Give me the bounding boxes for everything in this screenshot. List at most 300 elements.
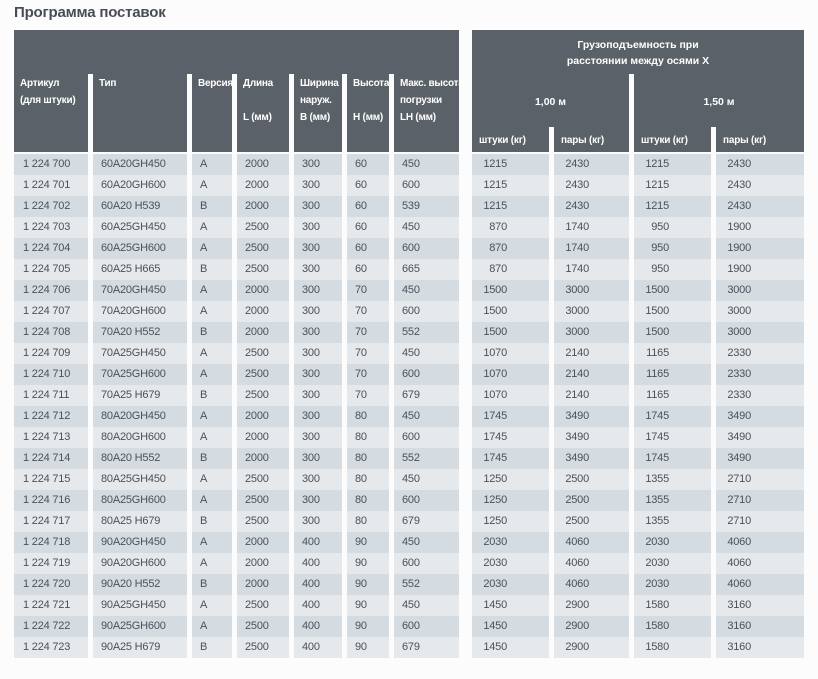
- load-value: 3000: [565, 326, 589, 338]
- load-value: 3160: [727, 599, 751, 611]
- load-value: 1215: [483, 200, 507, 212]
- load-value: 2900: [565, 641, 589, 653]
- load-value: 870: [489, 242, 507, 254]
- cell-tip: 80A20 H552: [93, 448, 187, 469]
- col-header-line: Макс. высота: [400, 78, 464, 89]
- load-value: 4060: [727, 557, 751, 569]
- cell-shtuki-1-00: [472, 490, 549, 511]
- cell-dlina: 2000: [237, 280, 289, 301]
- cell-shtuki-1-50: [634, 406, 711, 427]
- cell-shtuki-1-00: [472, 259, 549, 280]
- col-header-line: [99, 109, 187, 126]
- table-row: [14, 175, 804, 196]
- load-value: 1450: [483, 620, 507, 632]
- table-row: [14, 217, 804, 238]
- load-value: 1745: [645, 410, 669, 422]
- table-row: [14, 595, 804, 616]
- cell-maks-vysota: 450: [394, 280, 459, 301]
- load-value: 3000: [727, 284, 751, 296]
- cell-maks-vysota: 679: [394, 511, 459, 532]
- cell-dlina: 2500: [237, 637, 289, 658]
- table-row: [14, 343, 804, 364]
- cell-maks-vysota: 600: [394, 616, 459, 637]
- cell-versiya: A: [192, 406, 232, 427]
- cell-tip: 90A20GH450: [93, 532, 187, 553]
- load-value: 2430: [565, 158, 589, 170]
- cell-maks-vysota: 450: [394, 154, 459, 175]
- cell-maks-vysota: 450: [394, 217, 459, 238]
- table-row: [14, 154, 804, 175]
- cell-pary-1-50: [716, 469, 804, 490]
- cell-pary-1-50: [716, 427, 804, 448]
- table-header: [14, 30, 804, 152]
- cell-shtuki-1-50: [634, 196, 711, 217]
- table-header-left: [14, 30, 464, 152]
- cell-tip: 90A20 H552: [93, 574, 187, 595]
- load-value: 1215: [645, 179, 669, 191]
- cell-maks-vysota: 665: [394, 259, 459, 280]
- cell-shtuki-1-50: [634, 490, 711, 511]
- load-value: 3490: [727, 452, 751, 464]
- cell-versiya: A: [192, 616, 232, 637]
- cell-versiya: B: [192, 196, 232, 217]
- cell-shirina: 400: [294, 616, 342, 637]
- load-value: 1215: [483, 179, 507, 191]
- cell-pary-1-50: [716, 448, 804, 469]
- cell-artikul: 1 224 703: [14, 217, 88, 238]
- cell-shtuki-1-50: [634, 385, 711, 406]
- cell-shtuki-1-00: [472, 469, 549, 490]
- load-value: 3160: [727, 641, 751, 653]
- col-header-line: (для штуки): [20, 95, 76, 106]
- cell-shtuki-1-50: [634, 259, 711, 280]
- load-value: 2140: [565, 347, 589, 359]
- load-value: 4060: [727, 578, 751, 590]
- cell-shtuki-1-50: [634, 595, 711, 616]
- table-row: [14, 532, 804, 553]
- load-value: 3490: [565, 431, 589, 443]
- load-value: 1165: [646, 347, 669, 359]
- cell-tip: 80A20GH450: [93, 406, 187, 427]
- cell-versiya: A: [192, 595, 232, 616]
- load-value: 2430: [727, 179, 751, 191]
- load-value: 1745: [645, 452, 669, 464]
- cell-shirina: 300: [294, 469, 342, 490]
- cell-maks-vysota: 600: [394, 364, 459, 385]
- cell-dlina: 2500: [237, 511, 289, 532]
- load-value: 2030: [645, 578, 669, 590]
- cell-shtuki-1-00: [472, 175, 549, 196]
- cell-shtuki-1-50: [634, 217, 711, 238]
- group-header-line1: Грузоподъемность при: [577, 39, 699, 51]
- cell-pary-1-50: [716, 301, 804, 322]
- cell-dlina: 2000: [237, 532, 289, 553]
- cell-tip: 70A20GH450: [93, 280, 187, 301]
- cell-pary-1-50: [716, 637, 804, 658]
- cell-pary-1-00: [554, 616, 629, 637]
- cell-shirina: 300: [294, 448, 342, 469]
- cell-versiya: B: [192, 574, 232, 595]
- table-row: [14, 364, 804, 385]
- table-row: [14, 616, 804, 637]
- cell-artikul: 1 224 707: [14, 301, 88, 322]
- cell-tip: 80A25GH450: [93, 469, 187, 490]
- load-value: 870: [489, 221, 507, 233]
- table-row: [14, 511, 804, 532]
- cell-dlina: 2500: [237, 385, 289, 406]
- cell-tip: 70A25GH450: [93, 343, 187, 364]
- cell-tip: 70A20GH600: [93, 301, 187, 322]
- col-header-pary-1-50: пары (кг): [716, 30, 804, 152]
- cell-pary-1-50: [716, 490, 804, 511]
- cell-vysota: 90: [347, 574, 389, 595]
- cell-dlina: 2500: [237, 595, 289, 616]
- cell-versiya: A: [192, 553, 232, 574]
- cell-versiya: A: [192, 238, 232, 259]
- cell-dlina: 2000: [237, 574, 289, 595]
- cell-shtuki-1-50: [634, 427, 711, 448]
- cell-maks-vysota: 600: [394, 490, 459, 511]
- cell-pary-1-00: [554, 280, 629, 301]
- load-value: 1450: [483, 599, 507, 611]
- cell-pary-1-50: [716, 343, 804, 364]
- cell-shtuki-1-50: [634, 553, 711, 574]
- cell-maks-vysota: 552: [394, 322, 459, 343]
- table-row: [14, 553, 804, 574]
- cell-pary-1-00: [554, 301, 629, 322]
- col-header-line: B (мм): [300, 112, 330, 123]
- col-header-line: L (мм): [243, 112, 272, 123]
- cell-tip: 60A25 H665: [93, 259, 187, 280]
- load-value: 2710: [727, 515, 751, 527]
- load-value: 1500: [645, 326, 669, 338]
- cell-tip: 60A20GH450: [93, 154, 187, 175]
- table-row: [14, 406, 804, 427]
- cell-dlina: 2000: [237, 406, 289, 427]
- cell-pary-1-00: [554, 364, 629, 385]
- cell-shirina: 300: [294, 511, 342, 532]
- cell-shtuki-1-00: [472, 238, 549, 259]
- load-value: 2030: [483, 536, 507, 548]
- subgroup-header-1-50m: 1,50 м: [634, 74, 804, 127]
- col-header-shtuki-1-50: штуки (кг): [634, 30, 711, 152]
- load-value: 1745: [483, 452, 507, 464]
- load-value: 1500: [645, 284, 669, 296]
- load-value: 2030: [645, 536, 669, 548]
- load-value: 950: [651, 242, 669, 254]
- load-value: 1745: [483, 410, 507, 422]
- cell-shtuki-1-50: [634, 469, 711, 490]
- load-value: 2030: [483, 557, 507, 569]
- cell-versiya: A: [192, 490, 232, 511]
- cell-dlina: 2000: [237, 175, 289, 196]
- load-value: 950: [651, 263, 669, 275]
- load-value: 1580: [645, 599, 669, 611]
- cell-maks-vysota: 450: [394, 469, 459, 490]
- cell-shtuki-1-50: [634, 280, 711, 301]
- cell-vysota: 70: [347, 364, 389, 385]
- col-header-line: [243, 92, 289, 109]
- cell-tip: 90A25GH450: [93, 595, 187, 616]
- cell-shtuki-1-00: [472, 511, 549, 532]
- cell-maks-vysota: 539: [394, 196, 459, 217]
- cell-shtuki-1-50: [634, 511, 711, 532]
- cell-shtuki-1-00: [472, 154, 549, 175]
- cell-dlina: 2500: [237, 490, 289, 511]
- cell-pary-1-50: [716, 553, 804, 574]
- cell-versiya: B: [192, 385, 232, 406]
- load-value: 2330: [727, 347, 751, 359]
- cell-vysota: 60: [347, 196, 389, 217]
- cell-shtuki-1-00: [472, 637, 549, 658]
- cell-artikul: 1 224 715: [14, 469, 88, 490]
- cell-maks-vysota: 450: [394, 343, 459, 364]
- load-value: 3000: [727, 326, 751, 338]
- cell-vysota: 80: [347, 490, 389, 511]
- cell-shtuki-1-00: [472, 385, 549, 406]
- cell-shtuki-1-50: [634, 448, 711, 469]
- cell-shirina: 400: [294, 574, 342, 595]
- load-value: 1215: [645, 200, 669, 212]
- cell-pary-1-00: [554, 490, 629, 511]
- table-body: [14, 154, 804, 658]
- cell-shtuki-1-00: [472, 364, 549, 385]
- cell-vysota: 80: [347, 511, 389, 532]
- load-value: 3160: [727, 620, 751, 632]
- cell-pary-1-00: [554, 448, 629, 469]
- load-value: 1070: [483, 368, 507, 380]
- cell-pary-1-50: [716, 406, 804, 427]
- cell-vysota: 60: [347, 217, 389, 238]
- cell-versiya: B: [192, 448, 232, 469]
- table-row: [14, 238, 804, 259]
- cell-artikul: 1 224 700: [14, 154, 88, 175]
- cell-pary-1-00: [554, 238, 629, 259]
- cell-versiya: A: [192, 343, 232, 364]
- load-value: 2430: [727, 158, 751, 170]
- cell-pary-1-50: [716, 196, 804, 217]
- cell-tip: 70A25GH600: [93, 364, 187, 385]
- cell-shtuki-1-00: [472, 553, 549, 574]
- cell-artikul: 1 224 720: [14, 574, 88, 595]
- header-top-strip: [14, 30, 459, 74]
- cell-maks-vysota: 600: [394, 553, 459, 574]
- cell-shtuki-1-00: [472, 532, 549, 553]
- cell-shirina: 300: [294, 196, 342, 217]
- cell-pary-1-00: [554, 532, 629, 553]
- cell-pary-1-00: [554, 595, 629, 616]
- load-value: 4060: [727, 536, 751, 548]
- load-value: 2330: [727, 368, 751, 380]
- table-row: [14, 259, 804, 280]
- cell-artikul: 1 224 713: [14, 427, 88, 448]
- cell-maks-vysota: 600: [394, 427, 459, 448]
- load-value: 1450: [483, 641, 507, 653]
- cell-shtuki-1-00: [472, 616, 549, 637]
- cell-artikul: 1 224 717: [14, 511, 88, 532]
- cell-artikul: 1 224 701: [14, 175, 88, 196]
- cell-artikul: 1 224 706: [14, 280, 88, 301]
- col-header-line: [198, 92, 232, 109]
- load-value: 1740: [565, 221, 589, 233]
- col-header-line: Ширина: [300, 78, 339, 89]
- cell-tip: 60A25GH450: [93, 217, 187, 238]
- cell-maks-vysota: 679: [394, 385, 459, 406]
- load-value: 2430: [727, 200, 751, 212]
- col-header-line: [198, 109, 232, 126]
- load-value: 1745: [645, 431, 669, 443]
- cell-shirina: 300: [294, 406, 342, 427]
- cell-shtuki-1-50: [634, 301, 711, 322]
- col-header-line: Высота: [353, 78, 390, 89]
- load-value: 1355: [645, 494, 669, 506]
- load-value: 2140: [565, 368, 589, 380]
- load-value: 2330: [727, 389, 751, 401]
- table-row: [14, 196, 804, 217]
- load-value: 1500: [483, 326, 507, 338]
- load-value: 2430: [565, 200, 589, 212]
- cell-shtuki-1-50: [634, 175, 711, 196]
- cell-versiya: A: [192, 154, 232, 175]
- cell-tip: 60A20 H539: [93, 196, 187, 217]
- cell-dlina: 2000: [237, 322, 289, 343]
- cell-shtuki-1-00: [472, 427, 549, 448]
- cell-versiya: B: [192, 322, 232, 343]
- cell-vysota: 70: [347, 301, 389, 322]
- col-header-line: [20, 109, 88, 126]
- load-value: 2030: [483, 578, 507, 590]
- cell-pary-1-50: [716, 511, 804, 532]
- load-value: 2140: [565, 389, 589, 401]
- subgroup-header-1-00m: 1,00 м: [472, 74, 629, 127]
- cell-shtuki-1-00: [472, 406, 549, 427]
- cell-pary-1-50: [716, 259, 804, 280]
- cell-tip: 90A25 H679: [93, 637, 187, 658]
- cell-shirina: 300: [294, 364, 342, 385]
- cell-pary-1-50: [716, 280, 804, 301]
- cell-pary-1-50: [716, 532, 804, 553]
- cell-dlina: 2500: [237, 616, 289, 637]
- load-value: 3000: [565, 305, 589, 317]
- col-header-line: H (мм): [353, 112, 383, 123]
- cell-artikul: 1 224 705: [14, 259, 88, 280]
- group-header-line2: расстоянии между осями X: [566, 55, 710, 67]
- load-value: 3000: [727, 305, 751, 317]
- load-value: 950: [651, 221, 669, 233]
- load-value: 1250: [483, 494, 507, 506]
- cell-versiya: A: [192, 364, 232, 385]
- col-header-line: Длина: [243, 78, 273, 89]
- cell-vysota: 70: [347, 280, 389, 301]
- load-value: 3490: [565, 410, 589, 422]
- col-header-line: Артикул: [20, 78, 60, 89]
- cell-maks-vysota: 600: [394, 175, 459, 196]
- cell-dlina: 2500: [237, 217, 289, 238]
- cell-vysota: 80: [347, 427, 389, 448]
- cell-pary-1-00: [554, 175, 629, 196]
- cell-tip: 60A25GH600: [93, 238, 187, 259]
- cell-versiya: B: [192, 637, 232, 658]
- cell-dlina: 2500: [237, 343, 289, 364]
- load-value: 2500: [565, 494, 589, 506]
- cell-maks-vysota: 450: [394, 532, 459, 553]
- delivery-program-table: [14, 30, 804, 658]
- cell-shtuki-1-50: [634, 574, 711, 595]
- cell-tip: 70A25 H679: [93, 385, 187, 406]
- cell-shirina: 300: [294, 175, 342, 196]
- cell-shtuki-1-00: [472, 280, 549, 301]
- load-value: 1500: [483, 305, 507, 317]
- col-header-line: [353, 92, 389, 109]
- table-row: [14, 385, 804, 406]
- cell-vysota: 90: [347, 532, 389, 553]
- col-header-shtuki-1-00: штуки (кг): [472, 30, 549, 152]
- cell-pary-1-50: [716, 385, 804, 406]
- cell-pary-1-00: [554, 427, 629, 448]
- table-row: [14, 322, 804, 343]
- load-value: 2710: [727, 473, 751, 485]
- load-value: 1215: [645, 158, 669, 170]
- cell-shirina: 400: [294, 532, 342, 553]
- cell-pary-1-00: [554, 385, 629, 406]
- cell-shirina: 300: [294, 490, 342, 511]
- cell-shtuki-1-50: [634, 322, 711, 343]
- table-row: [14, 490, 804, 511]
- cell-artikul: 1 224 714: [14, 448, 88, 469]
- col-header-line: Тип: [99, 78, 117, 89]
- cell-tip: 80A25 H679: [93, 511, 187, 532]
- load-value: 1500: [483, 284, 507, 296]
- cell-pary-1-00: [554, 406, 629, 427]
- load-value: 1070: [483, 347, 507, 359]
- cell-artikul: 1 224 722: [14, 616, 88, 637]
- group-header-load-capacity: [472, 30, 804, 74]
- cell-pary-1-50: [716, 238, 804, 259]
- cell-vysota: 80: [347, 448, 389, 469]
- cell-vysota: 90: [347, 553, 389, 574]
- load-value: 3490: [727, 431, 751, 443]
- cell-shtuki-1-00: [472, 322, 549, 343]
- cell-dlina: 2000: [237, 154, 289, 175]
- load-value: 4060: [565, 578, 589, 590]
- cell-pary-1-50: [716, 175, 804, 196]
- load-value: 4060: [565, 557, 589, 569]
- cell-shtuki-1-00: [472, 448, 549, 469]
- load-value: 1165: [646, 368, 669, 380]
- cell-tip: 90A25GH600: [93, 616, 187, 637]
- cell-maks-vysota: 552: [394, 448, 459, 469]
- cell-dlina: 2000: [237, 301, 289, 322]
- cell-pary-1-50: [716, 364, 804, 385]
- cell-shtuki-1-50: [634, 637, 711, 658]
- cell-shirina: 400: [294, 637, 342, 658]
- load-value: 1250: [483, 515, 507, 527]
- cell-versiya: A: [192, 217, 232, 238]
- cell-shirina: 400: [294, 595, 342, 616]
- cell-artikul: 1 224 712: [14, 406, 88, 427]
- cell-pary-1-50: [716, 574, 804, 595]
- cell-vysota: 80: [347, 469, 389, 490]
- table-row: [14, 448, 804, 469]
- cell-tip: 80A25GH600: [93, 490, 187, 511]
- cell-pary-1-50: [716, 595, 804, 616]
- load-value: 1745: [483, 431, 507, 443]
- cell-pary-1-00: [554, 196, 629, 217]
- col-header-line: Версия: [198, 78, 233, 89]
- cell-maks-vysota: 552: [394, 574, 459, 595]
- load-value: 2900: [565, 599, 589, 611]
- load-value: 3490: [565, 452, 589, 464]
